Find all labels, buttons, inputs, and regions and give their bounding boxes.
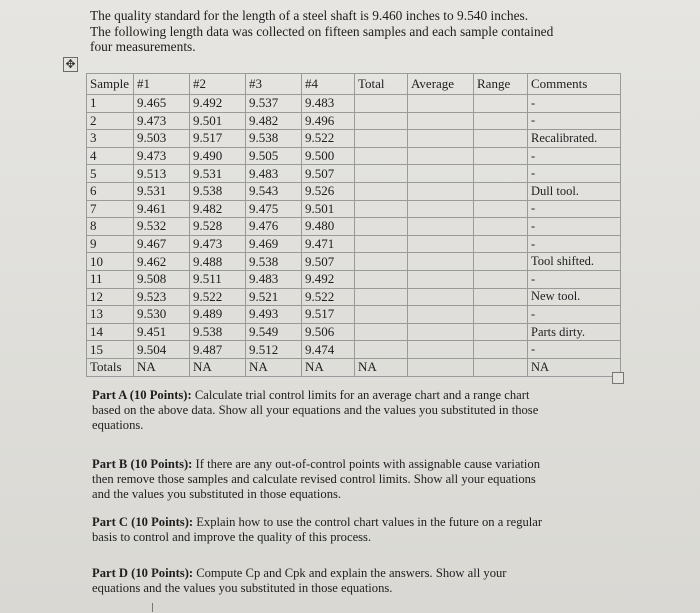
table-cell <box>355 270 408 288</box>
part-d <box>92 566 612 596</box>
table-cell: - <box>528 112 621 130</box>
part-text: basis to control and improve the quality of this process. <box>92 530 372 544</box>
table-cell <box>474 270 528 288</box>
table-cell: 9.512 <box>246 341 302 359</box>
table-cell <box>408 112 474 130</box>
table-cell <box>408 200 474 218</box>
table-cell: 9.467 <box>134 235 190 253</box>
column-header: Comments <box>528 74 621 95</box>
table-cell: 9.523 <box>134 288 190 306</box>
table-cell: 9.488 <box>190 253 246 271</box>
table-cell: - <box>528 200 621 218</box>
table-cell <box>355 200 408 218</box>
table-cell: 9.492 <box>190 95 246 113</box>
table-cell: 9.507 <box>302 165 355 183</box>
table-cell: 9.482 <box>190 200 246 218</box>
table-cell: 7 <box>87 200 134 218</box>
table-cell: 9.537 <box>246 95 302 113</box>
part-b <box>92 457 612 502</box>
table-cell <box>355 306 408 324</box>
table-cell: 9.528 <box>190 218 246 236</box>
table-cell: 14 <box>87 323 134 341</box>
table-cell <box>355 147 408 165</box>
table-cell: 9.530 <box>134 306 190 324</box>
table-cell: 9.461 <box>134 200 190 218</box>
table-cell: 3 <box>87 130 134 148</box>
table-cell: 9.538 <box>190 323 246 341</box>
table-cell: 9.549 <box>246 323 302 341</box>
table-cell <box>474 218 528 236</box>
column-header: #1 <box>134 74 190 95</box>
table-cell <box>355 130 408 148</box>
table-cell: 9.504 <box>134 341 190 359</box>
table-cell: 12 <box>87 288 134 306</box>
table-cell: 9.517 <box>302 306 355 324</box>
measurement-table <box>86 73 621 377</box>
column-header: Range <box>474 74 528 95</box>
table-cell: 9.483 <box>302 95 355 113</box>
table-row <box>87 270 621 288</box>
totals-cell: NA <box>355 358 408 376</box>
table-row <box>87 235 621 253</box>
table-cell <box>408 95 474 113</box>
table-cell: 9.473 <box>134 112 190 130</box>
table-cell <box>408 306 474 324</box>
table-cell <box>355 253 408 271</box>
table-cell: 15 <box>87 341 134 359</box>
table-cell: 9.531 <box>190 165 246 183</box>
table-row <box>87 130 621 148</box>
table-cell: 9.483 <box>246 270 302 288</box>
intro-line: The quality standard for the length of a steel shaft is 9.460 inches to 9.540 inches. <box>90 8 529 23</box>
totals-cell: NA <box>134 358 190 376</box>
table-cell: 1 <box>87 95 134 113</box>
table-cell: - <box>528 341 621 359</box>
table-cell: 11 <box>87 270 134 288</box>
table-row <box>87 165 621 183</box>
table-cell <box>474 182 528 200</box>
totals-cell <box>474 358 528 376</box>
totals-cell: NA <box>190 358 246 376</box>
column-header: #4 <box>302 74 355 95</box>
totals-cell: NA <box>302 358 355 376</box>
table-cell <box>355 218 408 236</box>
table-cell <box>355 112 408 130</box>
table-cell: 9.489 <box>190 306 246 324</box>
table-cell: 2 <box>87 112 134 130</box>
table-cell: Parts dirty. <box>528 323 621 341</box>
part-a <box>92 388 612 433</box>
table-cell <box>408 288 474 306</box>
table-cell: 9.483 <box>246 165 302 183</box>
table-cell: 9.521 <box>246 288 302 306</box>
table-row <box>87 253 621 271</box>
table-row <box>87 341 621 359</box>
table-cell <box>355 165 408 183</box>
table-cell: - <box>528 306 621 324</box>
table-cell: 9.538 <box>190 182 246 200</box>
totals-cell: NA <box>528 358 621 376</box>
table-cell: 9.493 <box>246 306 302 324</box>
table-cell <box>408 253 474 271</box>
table-cell: Recalibrated. <box>528 130 621 148</box>
table-cell <box>474 165 528 183</box>
table-cell <box>474 130 528 148</box>
table-cell: - <box>528 218 621 236</box>
table-cell <box>474 253 528 271</box>
table-cell <box>408 147 474 165</box>
table-cell: 9.501 <box>190 112 246 130</box>
part-title: Part D (10 Points): <box>92 566 194 580</box>
table-cell: 9.507 <box>302 253 355 271</box>
table-cell: 9.462 <box>134 253 190 271</box>
table-cell: 5 <box>87 165 134 183</box>
table-cell: 9.517 <box>190 130 246 148</box>
table-cell <box>474 341 528 359</box>
intro-line: four measurements. <box>90 39 196 54</box>
table-cell <box>474 200 528 218</box>
table-cell: 4 <box>87 147 134 165</box>
table-cell: 9.501 <box>302 200 355 218</box>
table-cell: 10 <box>87 253 134 271</box>
table-cell <box>355 95 408 113</box>
table-cell: - <box>528 147 621 165</box>
table-cell: 9.531 <box>134 182 190 200</box>
table-cell <box>474 235 528 253</box>
part-text: If there are any out-of-control points with assignable cause variation <box>192 457 540 471</box>
part-text: and the values you substituted in those equations. <box>92 487 342 501</box>
totals-cell: Totals <box>87 358 134 376</box>
intro-line: The following length data was collected on fifteen samples and each sample contained <box>90 23 554 39</box>
part-text: based on the above data. Show all your equations and the values you substituted in those <box>92 403 539 417</box>
table-row <box>87 112 621 130</box>
table-cell: 9.480 <box>302 218 355 236</box>
table-row <box>87 182 621 200</box>
table-cell: 9.490 <box>190 147 246 165</box>
column-header: Average <box>408 74 474 95</box>
part-title: Part B (10 Points): <box>92 457 193 471</box>
table-cell: Tool shifted. <box>528 253 621 271</box>
table-cell: 9.538 <box>246 253 302 271</box>
table-resize-handle[interactable] <box>612 372 624 384</box>
table-cell: 13 <box>87 306 134 324</box>
part-c <box>92 515 612 545</box>
table-cell: 9.505 <box>246 147 302 165</box>
table-cell: 9.451 <box>134 323 190 341</box>
totals-cell <box>408 358 474 376</box>
column-header: #3 <box>246 74 302 95</box>
part-text: equations and the values you substituted in those equations. <box>92 581 393 595</box>
part-title: Part C (10 Points): <box>92 515 194 529</box>
table-cell: 9.506 <box>302 323 355 341</box>
column-header: Sample <box>87 74 134 95</box>
table-cell: 9.508 <box>134 270 190 288</box>
cursor-mark <box>152 603 153 612</box>
table-cell: 9.471 <box>302 235 355 253</box>
table-cell <box>408 130 474 148</box>
table-cell <box>474 112 528 130</box>
table-cell: 9.538 <box>246 130 302 148</box>
part-text: Explain how to use the control chart values in the future on a regular <box>193 515 543 529</box>
table-cell: 9.543 <box>246 182 302 200</box>
table-cell: New tool. <box>528 288 621 306</box>
table-row <box>87 218 621 236</box>
table-cell: 9.475 <box>246 200 302 218</box>
table-cell <box>408 270 474 288</box>
table-header-row <box>87 74 621 95</box>
table-row <box>87 323 621 341</box>
table-cell <box>355 341 408 359</box>
table-row <box>87 95 621 113</box>
table-row <box>87 147 621 165</box>
table-cell <box>408 235 474 253</box>
table-cell: 9.513 <box>134 165 190 183</box>
table-cell: 9 <box>87 235 134 253</box>
table-cell: 6 <box>87 182 134 200</box>
table-row <box>87 200 621 218</box>
table-cell <box>408 165 474 183</box>
table-cell: 9.522 <box>302 130 355 148</box>
part-text: Calculate trial control limits for an average chart and a range chart <box>191 388 530 402</box>
part-text: equations. <box>92 418 144 432</box>
table-cell <box>355 235 408 253</box>
part-text: then remove those samples and calculate revised control limits. Show all your equations <box>92 472 536 486</box>
table-cell <box>355 288 408 306</box>
part-title: Part A (10 Points): <box>92 388 192 402</box>
problem-intro <box>90 8 630 55</box>
table-cell: 9.511 <box>190 270 246 288</box>
table-cell: 9.503 <box>134 130 190 148</box>
table-cell: 8 <box>87 218 134 236</box>
table-cell: 9.522 <box>190 288 246 306</box>
table-cell: 9.474 <box>302 341 355 359</box>
table-cell: 9.532 <box>134 218 190 236</box>
table-cell: 9.526 <box>302 182 355 200</box>
table-cell: 9.487 <box>190 341 246 359</box>
column-header: Total <box>355 74 408 95</box>
table-cell: - <box>528 270 621 288</box>
table-cell: 9.492 <box>302 270 355 288</box>
table-cell: 9.473 <box>134 147 190 165</box>
column-header: #2 <box>190 74 246 95</box>
table-cell <box>474 147 528 165</box>
table-cell <box>474 95 528 113</box>
table-cell: 9.522 <box>302 288 355 306</box>
table-cell: - <box>528 95 621 113</box>
table-cell: Dull tool. <box>528 182 621 200</box>
table-cell <box>355 182 408 200</box>
table-cell <box>408 341 474 359</box>
table-cell: 9.465 <box>134 95 190 113</box>
table-cell: 9.482 <box>246 112 302 130</box>
table-cell <box>408 218 474 236</box>
table-cell: - <box>528 235 621 253</box>
table-cell <box>408 323 474 341</box>
table-row <box>87 306 621 324</box>
table-cell: - <box>528 165 621 183</box>
table-cell <box>474 323 528 341</box>
totals-cell: NA <box>246 358 302 376</box>
table-cell <box>355 323 408 341</box>
table-cell: 9.476 <box>246 218 302 236</box>
table-cell <box>474 288 528 306</box>
table-cell <box>408 182 474 200</box>
table-row <box>87 288 621 306</box>
totals-row <box>87 358 621 376</box>
table-cell: 9.469 <box>246 235 302 253</box>
table-cell: 9.473 <box>190 235 246 253</box>
table-cell: 9.500 <box>302 147 355 165</box>
table-cell <box>474 306 528 324</box>
part-text: Compute Cp and Cpk and explain the answers. Show all your <box>193 566 507 580</box>
table-cell: 9.496 <box>302 112 355 130</box>
table-move-handle-icon[interactable]: ✥ <box>63 57 78 72</box>
